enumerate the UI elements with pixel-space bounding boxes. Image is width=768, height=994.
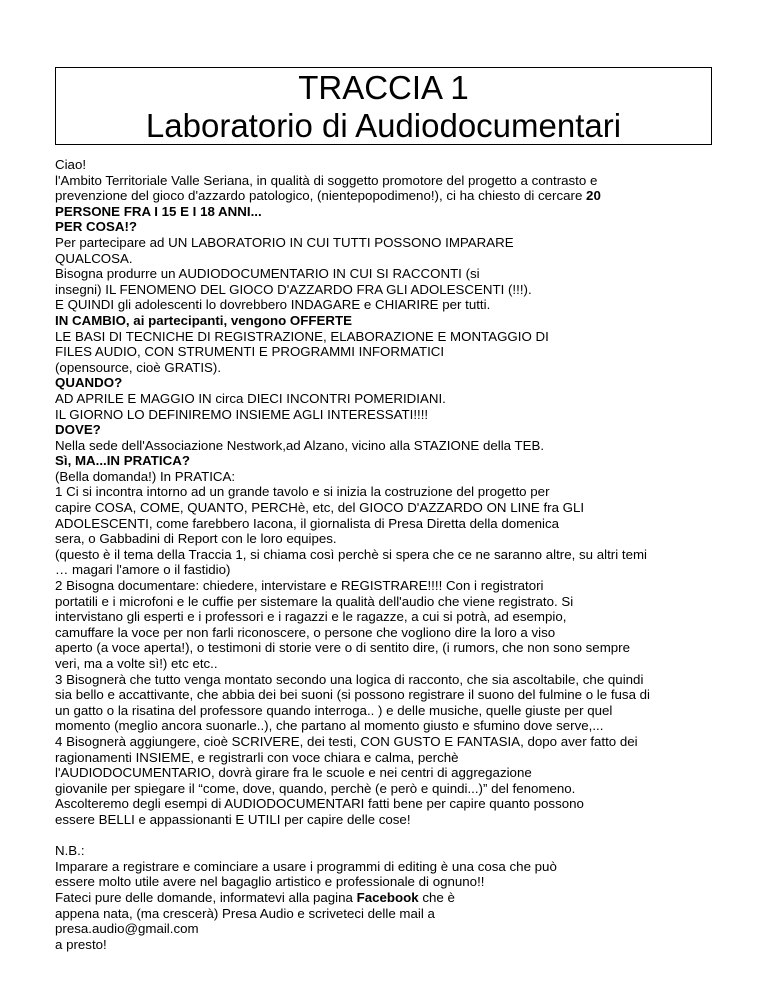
email-address: presa.audio@gmail.com xyxy=(55,921,199,937)
facebook-bold-text: Facebook xyxy=(356,889,419,905)
body-text: prevenzione del gioco d'azzardo patologico, (nientepopodimeno!), ci ha chiesto di cercare xyxy=(55,188,587,204)
body-line: ragionamenti INSIEME, e registrarli con voce chiara e calma, perchè xyxy=(55,749,459,765)
body-line: essere BELLI e appassionanti E UTILI per capire delle cose! xyxy=(55,811,411,827)
body-line xyxy=(55,890,735,906)
section-heading xyxy=(55,375,735,391)
body-line: giovanile per spiegare il “come, dove, quando, perchè (e però e quindi...)” del fenomeno. xyxy=(55,780,576,796)
body-line: sia bello e accattivante, che abbia dei bei suoni (si possono registrare il suono del fulmine o le fusa di xyxy=(55,687,651,703)
body-line: l'AUDIODOCUMENTARIO, dovrà girare fra le scuole e nei centri di aggregazione xyxy=(55,765,532,781)
body-line: FILES AUDIO, CON STRUMENTI E PROGRAMMI INFORMATICI xyxy=(55,344,445,360)
section-heading xyxy=(55,219,735,235)
body-line: un gatto o la risatina del professore quando interroga.. ) e delle musiche, quelle giuste per quel xyxy=(55,702,613,718)
body-bold-text: IN CAMBIO, ai partecipanti, vengono OFFERTE xyxy=(55,312,352,328)
document-body xyxy=(55,157,735,952)
body-line: veri, ma a volte sì!) etc etc.. xyxy=(55,656,218,671)
body-line: sera, o Gabbadini di Report con le loro equipes. xyxy=(55,531,337,547)
body-bold-text: QUANDO? xyxy=(55,375,123,391)
body-line: aperto (a voce aperta!), o testimoni di storie vere o di sentito dire, (i rumors, che non sono sempre xyxy=(55,640,630,656)
body-line: camuffare la voce per non farli riconoscere, o persone che vogliono dire la loro a viso xyxy=(55,624,556,640)
body-line: a presto! xyxy=(55,936,107,952)
body-text: che è xyxy=(418,889,455,905)
body-bold-text: PER COSA!? xyxy=(55,219,138,235)
body-line xyxy=(55,188,735,204)
title-line-2: Laboratorio di Audiodocumentari xyxy=(145,107,622,144)
body-line: 2 Bisogna documentare: chiedere, intervistare e REGISTRARE!!!! Con i registratori xyxy=(55,578,544,594)
body-line: appena nata, (ma crescerà) Presa Audio e scriveteci delle mail a xyxy=(55,905,435,921)
body-line: insegni) IL FENOMENO DEL GIOCO D'AZZARDO FRA GLI ADOLESCENTI (!!!). xyxy=(55,281,532,297)
body-line: intervistano gli esperti e i professori e i ragazzi e le ragazze, a cui si potrà, ad esempio, xyxy=(55,609,567,625)
body-line-bold xyxy=(55,204,735,220)
body-line: (Bella domanda!) In PRATICA: xyxy=(55,468,236,484)
body-line: 3 Bisognerà che tutto venga montato secondo una logica di racconto, che sia ascoltabile, che quindi xyxy=(55,671,644,687)
section-heading xyxy=(55,453,735,469)
body-line: Imparare a registrare e cominciare a usare i programmi di editing è una cosa che può xyxy=(55,858,557,874)
section-heading xyxy=(55,313,735,329)
body-line: E QUINDI gli adolescenti lo dovrebbero INDAGARE e CHIARIRE per tutti. xyxy=(55,297,491,313)
body-line: Bisogna produrre un AUDIODOCUMENTARIO IN CUI SI RACCONTI (si xyxy=(55,266,480,282)
body-line: Ciao! xyxy=(55,157,87,172)
body-line: essere molto utile avere nel bagaglio artistico e professionale di ognuno!! xyxy=(55,874,485,890)
section-heading xyxy=(55,422,735,438)
title-box xyxy=(55,67,712,145)
title-line-1: TRACCIA 1 xyxy=(298,69,469,106)
body-line: l'Ambito Territoriale Valle Seriana, in qualità di soggetto promotore del progetto a contrasto e xyxy=(55,172,598,188)
body-bold-text: PERSONE FRA I 15 E I 18 ANNI... xyxy=(55,203,262,219)
body-line: (questo è il tema della Traccia 1, si chiama così perchè si spera che ce ne saranno altre, su altri temi xyxy=(55,546,647,562)
body-line: 1 Ci si incontra intorno ad un grande tavolo e si inizia la costruzione del progetto per xyxy=(55,484,550,500)
body-line: momento (meglio ancora suonarle..), che partano al momento giusto e sfumino dove serve,... xyxy=(55,718,604,734)
body-line: Per partecipare ad UN LABORATORIO IN CUI TUTTI POSSONO IMPARARE xyxy=(55,234,514,250)
body-line: 4 Bisognerà aggiungere, cioè SCRIVERE, dei testi, CON GUSTO E FANTASIA, dopo aver fatto dei xyxy=(55,733,638,749)
body-line: QUALCOSA. xyxy=(55,250,133,266)
paragraph-gap xyxy=(55,828,735,844)
body-text: Fateci pure delle domande, informatevi alla pagina xyxy=(55,889,357,905)
body-line: N.B.: xyxy=(55,843,85,859)
body-line: Nella sede dell'Associazione Nestwork,ad Alzano, vicino alla STAZIONE della TEB. xyxy=(55,437,545,453)
body-bold-text: DOVE? xyxy=(55,422,101,438)
body-line: IL GIORNO LO DEFINIREMO INSIEME AGLI INTERESSATI!!!! xyxy=(55,406,429,422)
body-line: LE BASI DI TECNICHE DI REGISTRAZIONE, ELABORAZIONE E MONTAGGIO DI xyxy=(55,328,549,344)
body-bold-text: Sì, MA...IN PRATICA? xyxy=(55,453,190,469)
body-line: capire COSA, COME, QUANTO, PERCHè, etc, del GIOCO D'AZZARDO ON LINE fra GLI xyxy=(55,500,585,516)
body-line: portatili e i microfoni e le cuffie per sistemare la qualità dell'audio che viene registrato. Si xyxy=(55,593,574,609)
body-line: AD APRILE E MAGGIO IN circa DIECI INCONTRI POMERIDIANI. xyxy=(55,390,446,406)
body-bold-text: 20 xyxy=(586,188,601,204)
body-line: ADOLESCENTI, come farebbero Iacona, il giornalista di Presa Diretta della domenica xyxy=(55,515,560,531)
body-line: … magari l'amore o il fastidio) xyxy=(55,562,231,578)
body-line: Ascolteremo degli esempi di AUDIODOCUMENTARI fatti bene per capire quanto possono xyxy=(55,796,584,812)
body-line: (opensource, cioè GRATIS). xyxy=(55,359,222,375)
